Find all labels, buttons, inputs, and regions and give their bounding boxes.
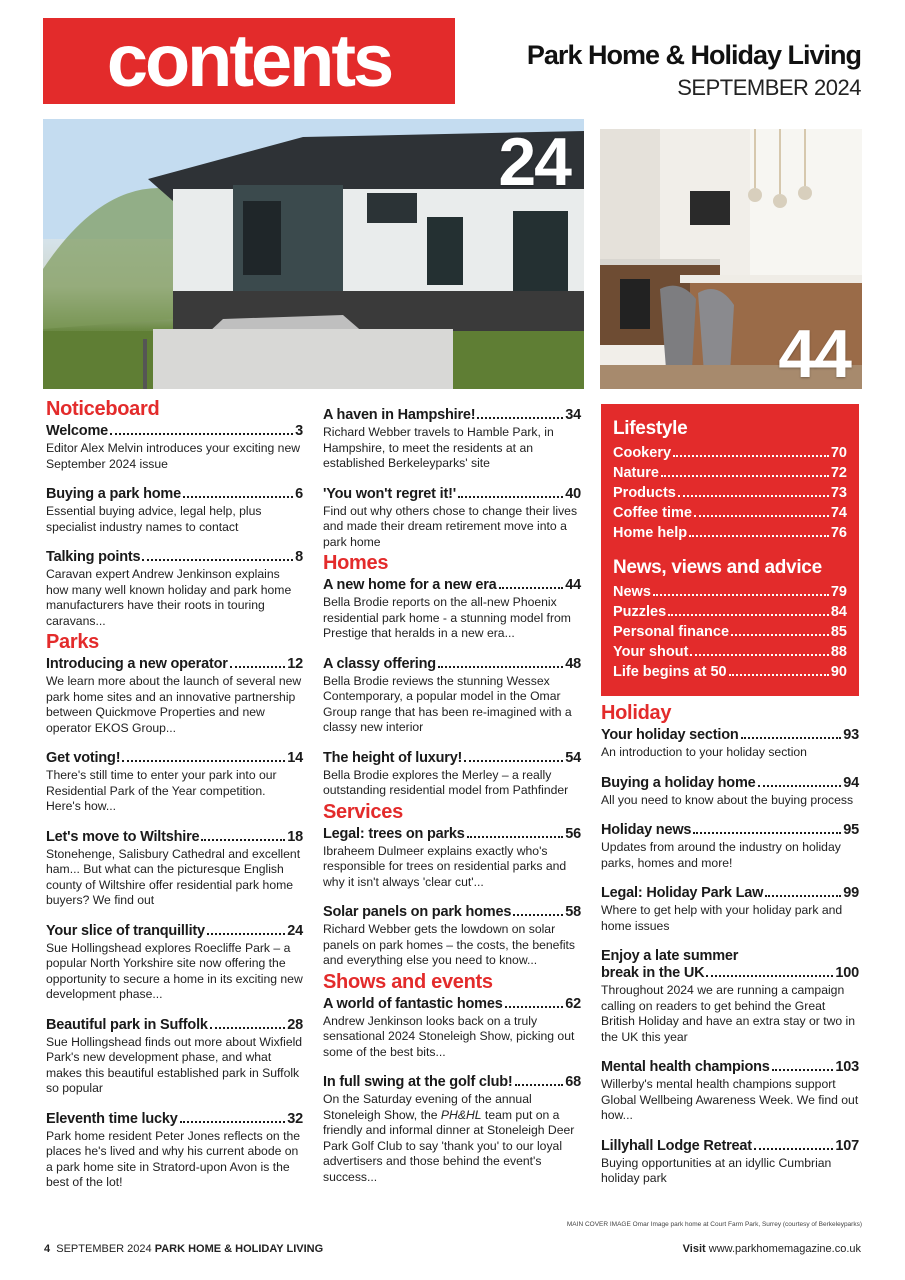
- dot-leader: [772, 1069, 834, 1071]
- dot-leader: [694, 515, 829, 517]
- entry-description: Richard Webber travels to Hamble Park, in Hampshire, to meet the residents at an established Berkeleyparks' site: [323, 425, 554, 470]
- dot-leader: [668, 614, 829, 616]
- toc-entry[interactable]: [46, 750, 303, 815]
- entry-page: 24: [287, 922, 303, 939]
- entry-description: Essential buying advice, legal help, plus specialist industry names to contact: [46, 504, 262, 534]
- entry-page: 28: [287, 1016, 303, 1033]
- contents-column-2: [323, 407, 581, 1199]
- entry-page: 72: [830, 465, 847, 481]
- dot-leader: [729, 674, 829, 676]
- entry-title: A new home for a new era: [323, 577, 497, 593]
- entry-description: Bella Brodie reports on the all-new Phoenix residential park home - a stunning model from Prestige that heralds in a new era...: [323, 595, 571, 640]
- entry-description: Ibraheem Dulmeer explains exactly who's responsible for trees on residential parks and why it isn't always 'clear cut'...: [323, 843, 567, 889]
- dot-leader: [210, 1027, 286, 1029]
- dot-leader: [741, 737, 842, 739]
- box-entry[interactable]: [613, 463, 847, 483]
- entry-description: There's still time to enter your park into our Residential Park of the Year competition. Here's how...: [46, 768, 277, 813]
- entry-title: Home help: [613, 525, 688, 541]
- entry-description: Bella Brodie explores the Merley – a really outstanding residential model from Pathfinder: [323, 767, 569, 797]
- box-entry[interactable]: [613, 642, 847, 662]
- dot-leader: [477, 417, 563, 419]
- entry-description: Throughout 2024 we are running a campaign calling on readers to get behind the Great British Holiday and have an extra stay or two in the UK this year: [601, 983, 856, 1044]
- footer-folio: [44, 1243, 323, 1255]
- entry-description: Sue Hollingshead finds out more about Wixfield Park's new development phase, and what makes this beautiful established park in Suffolk so popular: [46, 1034, 303, 1095]
- toc-entry[interactable]: [323, 407, 581, 472]
- entry-title: Eleventh time lucky: [46, 1110, 178, 1127]
- section-heading-shows: Shows and events: [323, 970, 493, 993]
- page-number: 4: [44, 1243, 51, 1255]
- toc-entry[interactable]: [323, 656, 581, 736]
- toc-entry[interactable]: [46, 1017, 303, 1097]
- kitchen-photo: [600, 129, 862, 389]
- dot-leader: [438, 666, 563, 668]
- entry-title: Mental health champions: [601, 1059, 770, 1075]
- box-entry[interactable]: [613, 443, 847, 463]
- dot-leader: [458, 496, 563, 498]
- entry-title: The height of luxury!: [323, 749, 463, 766]
- entry-page: 8: [295, 549, 303, 565]
- dot-leader: [505, 1006, 564, 1008]
- toc-entry[interactable]: [601, 822, 859, 871]
- dot-leader: [513, 914, 563, 916]
- entry-description: Buying opportunities at an idyllic Cumbrian holiday park: [601, 1155, 832, 1185]
- footer-magazine: PARK HOME & HOLIDAY LIVING: [154, 1243, 324, 1255]
- entry-title: Lillyhall Lodge Retreat: [601, 1137, 752, 1154]
- entry-description: Willerby's mental health champions support Global Wellbeing Awareness Week. We find out how...: [601, 1077, 859, 1122]
- dot-leader: [706, 975, 833, 977]
- dot-leader: [690, 654, 828, 656]
- entry-page: 44: [565, 577, 581, 593]
- entry-description: Park home resident Peter Jones reflects on the places he's lived and why his current abode on a park home site in Stratord-upon Avon is the best of the lot!: [46, 1128, 301, 1189]
- dot-leader: [754, 1148, 834, 1150]
- entry-description: Richard Webber gets the lowdown on solar panels on park homes – the costs, the benefits and everything else you need to know...: [323, 922, 576, 967]
- dot-leader: [180, 1121, 286, 1123]
- entry-title: A world of fantastic homes: [323, 995, 503, 1012]
- entry-title: Talking points: [46, 549, 141, 565]
- dot-leader: [653, 594, 829, 596]
- entry-page: 85: [830, 624, 847, 640]
- entry-page: 84: [830, 604, 847, 620]
- entry-description: We learn more about the launch of several new park home sites and an innovative partnership between Quickmove Properties and new operator EKOS Group...: [46, 674, 302, 735]
- toc-entry[interactable]: [46, 423, 303, 472]
- magazine-name: Park Home & Holiday Living: [526, 40, 861, 70]
- entry-page: 107: [835, 1137, 859, 1154]
- dot-leader: [673, 455, 829, 457]
- section-heading-homes: Homes: [323, 552, 389, 574]
- entry-title: Enjoy a late summer: [601, 948, 739, 964]
- section-heading-services: Services: [323, 800, 403, 823]
- toc-entry[interactable]: [601, 885, 859, 934]
- entry-title: Let's move to Wiltshire: [46, 828, 200, 845]
- entry-page: 12: [287, 656, 303, 672]
- desc-italic: PH&HL: [440, 1107, 482, 1122]
- entry-page: 95: [843, 822, 859, 838]
- entry-page: 58: [565, 904, 581, 920]
- entry-title: Life begins at 50: [613, 664, 727, 680]
- toc-entry[interactable]: [46, 656, 303, 736]
- box-entry[interactable]: [613, 483, 847, 503]
- image-credit: MAIN COVER IMAGE Omar Image park home at Court Farm Park, Surrey (courtesy of Berkeleyparks): [566, 1221, 862, 1228]
- dot-leader: [464, 760, 563, 762]
- toc-entry[interactable]: [323, 904, 581, 969]
- box-entry[interactable]: [613, 582, 847, 602]
- entry-title: Your slice of tranquillity: [46, 922, 205, 939]
- entry-title: 'You won't regret it!': [323, 485, 456, 502]
- entry-description: [323, 1092, 581, 1185]
- dot-leader: [467, 836, 564, 838]
- toc-entry[interactable]: [46, 549, 303, 629]
- dot-leader: [230, 666, 286, 668]
- contents-column-1: [46, 398, 303, 1205]
- entry-page: 62: [565, 995, 581, 1012]
- toc-entry[interactable]: [323, 577, 581, 642]
- dot-leader: [731, 634, 829, 636]
- dot-leader: [122, 760, 285, 762]
- footer-website[interactable]: [683, 1243, 861, 1255]
- kitchen-page-number: 44: [778, 316, 850, 389]
- toc-entry[interactable]: [323, 826, 581, 891]
- entry-page: 34: [565, 407, 581, 423]
- contents-column-3: [601, 702, 859, 1201]
- entry-page: 70: [830, 445, 847, 461]
- dot-leader: [765, 895, 841, 897]
- entry-page: 48: [565, 655, 581, 672]
- box-entry[interactable]: [613, 503, 847, 523]
- toc-entry[interactable]: [601, 727, 859, 761]
- entry-title: Your holiday section: [601, 727, 739, 743]
- toc-entry[interactable]: [46, 1111, 303, 1191]
- box-entry[interactable]: [613, 523, 847, 543]
- entry-description: Sue Hollingshead explores Roecliffe Park – a popular North Yorkshire site now offering the opportunity to secure a home in its exciting new development phase...: [46, 940, 303, 1001]
- entry-title-cont: break in the UK: [601, 965, 705, 981]
- entry-page: 74: [830, 505, 847, 521]
- entry-description: Find out why others chose to change their lives and made their dream retirement move into a park home: [323, 503, 578, 549]
- website-url[interactable]: www.parkhomemagazine.co.uk: [708, 1243, 861, 1255]
- house-page-number: 24: [498, 124, 570, 200]
- dot-leader: [661, 475, 829, 477]
- box-entry[interactable]: [613, 622, 847, 642]
- dot-leader: [758, 785, 842, 787]
- entry-page: 54: [565, 749, 581, 766]
- entry-title: Holiday news: [601, 822, 692, 838]
- dot-leader: [183, 496, 293, 498]
- entry-page: 3: [295, 423, 303, 439]
- section-heading-parks: Parks: [46, 631, 99, 653]
- entry-title: Get voting!: [46, 750, 121, 766]
- issue-date: SEPTEMBER 2024: [677, 75, 861, 100]
- dot-leader: [110, 433, 293, 435]
- entry-title: Welcome: [46, 423, 108, 439]
- entry-title: Puzzles: [613, 604, 667, 620]
- entry-title: Personal finance: [613, 624, 730, 640]
- toc-entry[interactable]: [46, 486, 303, 535]
- toc-entry[interactable]: [601, 1138, 859, 1187]
- box-entry[interactable]: [613, 602, 847, 622]
- dot-leader: [142, 559, 293, 561]
- entry-description: Caravan expert Andrew Jenkinson explains how many well known holiday and park home manufacturers have their roots in touring caravans...: [46, 567, 292, 628]
- entry-title: News: [613, 584, 651, 600]
- entry-page: 76: [830, 525, 847, 541]
- entry-page: 90: [830, 664, 847, 680]
- entry-description: Andrew Jenkinson looks back on a truly sensational 2024 Stoneleigh Show, picking out some of the best bits...: [323, 1013, 575, 1059]
- park-home-photo: [43, 119, 584, 389]
- entry-title: Legal: trees on parks: [323, 825, 465, 842]
- dot-leader: [689, 535, 829, 537]
- entry-page: 99: [843, 885, 859, 901]
- entry-title: A classy offering: [323, 655, 436, 672]
- entry-title: Introducing a new operator: [46, 656, 228, 672]
- desc-part: On the Saturday evening of the annual Stoneleigh Show, the: [323, 1092, 532, 1122]
- box-entry[interactable]: [613, 662, 847, 682]
- entry-title: A haven in Hampshire!: [323, 407, 476, 423]
- toc-entry[interactable]: [46, 829, 303, 909]
- entry-description: Bella Brodie reviews the stunning Wessex Contemporary, a popular model in the Omar Group range that has been re-imagined with a classy new interior: [323, 673, 572, 734]
- entry-title: Cookery: [613, 445, 672, 461]
- entry-page: 79: [830, 584, 847, 600]
- dot-leader: [201, 839, 285, 841]
- toc-entry[interactable]: [601, 775, 859, 809]
- entry-title: Nature: [613, 465, 659, 481]
- dot-leader: [515, 1084, 564, 1086]
- entry-page: 68: [565, 1074, 581, 1090]
- entry-title: Your shout: [613, 644, 689, 660]
- entry-page: 14: [287, 750, 303, 766]
- entry-description: Stonehenge, Salisbury Cathedral and excellent ham... But what can the picturesque English county of Wiltshire offer residential park home buyers? We find out: [46, 846, 301, 907]
- contents-banner: contents: [43, 18, 455, 104]
- desc-part: team put on a friendly and informal dinner at Stoneleigh Deer Park Golf Club to say 'thank you' to our loyal advertisers and those behind the event's success...: [323, 1107, 575, 1184]
- visit-label: Visit: [682, 1243, 706, 1255]
- section-heading-lifestyle: Lifestyle: [613, 418, 688, 439]
- footer-date: SEPTEMBER 2024: [56, 1243, 152, 1255]
- entry-title: Legal: Holiday Park Law: [601, 885, 764, 901]
- entry-page: 6: [295, 486, 303, 502]
- entry-description: Updates from around the industry on holiday parks, homes and more!: [601, 840, 841, 870]
- entry-page: 100: [835, 965, 859, 981]
- toc-entry[interactable]: [601, 948, 859, 1045]
- entry-page: 32: [287, 1110, 303, 1127]
- toc-entry[interactable]: [323, 486, 581, 551]
- entry-title: Products: [613, 485, 676, 501]
- dot-leader: [499, 587, 564, 589]
- toc-entry[interactable]: [323, 996, 581, 1061]
- entry-title: Coffee time: [613, 505, 692, 521]
- dot-leader: [678, 495, 829, 497]
- toc-entry[interactable]: [323, 750, 581, 799]
- entry-page: 18: [287, 828, 303, 845]
- entry-page: 88: [830, 644, 847, 660]
- section-heading-news: News, views and advice: [613, 557, 822, 578]
- entry-title: In full swing at the golf club!: [323, 1074, 513, 1090]
- entry-description: An introduction to your holiday section: [601, 745, 807, 759]
- entry-description: Where to get help with your holiday park and home issues: [601, 903, 843, 933]
- lifestyle-news-box: [601, 404, 859, 696]
- dot-leader: [693, 832, 841, 834]
- entry-page: 56: [565, 825, 581, 842]
- section-heading-holiday: Holiday: [601, 702, 672, 724]
- entry-page: 94: [843, 774, 859, 791]
- dot-leader: [207, 933, 285, 935]
- section-heading-noticeboard: Noticeboard: [46, 398, 160, 420]
- toc-entry[interactable]: [323, 1074, 581, 1185]
- toc-entry[interactable]: [601, 1059, 859, 1124]
- entry-description: All you need to know about the buying process: [601, 792, 854, 807]
- masthead: [527, 40, 861, 101]
- entry-title: Solar panels on park homes: [323, 904, 512, 920]
- entry-title: Buying a holiday home: [601, 774, 756, 791]
- entry-page: 93: [843, 727, 859, 743]
- entry-title: Beautiful park in Suffolk: [46, 1016, 208, 1033]
- toc-entry[interactable]: [46, 923, 303, 1003]
- entry-page: 73: [830, 485, 847, 501]
- entry-title: Buying a park home: [46, 486, 181, 502]
- entry-description: Editor Alex Melvin introduces your exciting new September 2024 issue: [46, 441, 301, 471]
- entry-page: 103: [835, 1059, 859, 1075]
- entry-page: 40: [565, 485, 581, 502]
